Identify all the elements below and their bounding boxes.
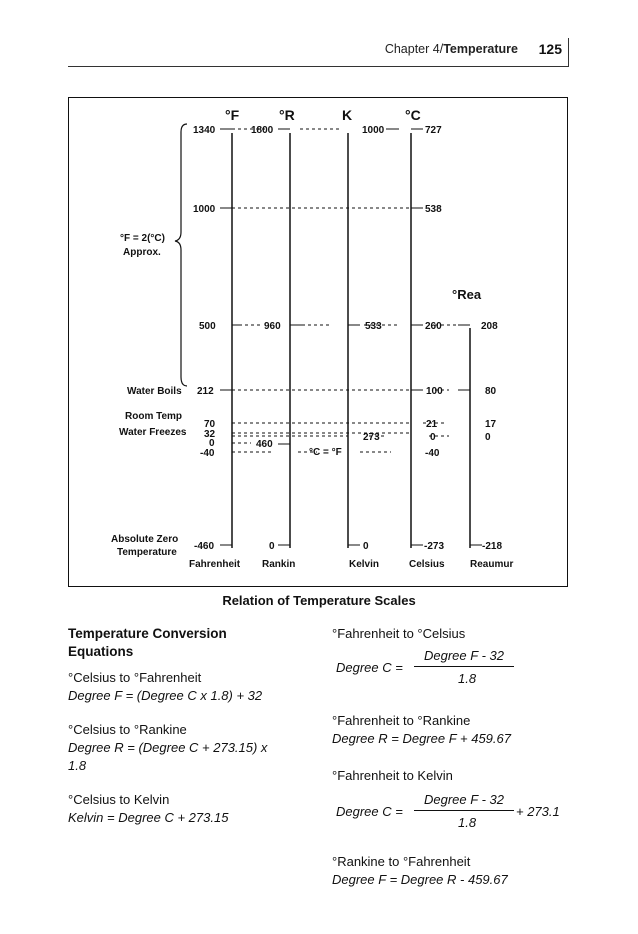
value-re-208: 208 xyxy=(481,321,498,332)
c-to-k-title: °Celsius to Kelvin xyxy=(68,792,170,807)
absolute-zero-label: Absolute Zero xyxy=(111,534,179,545)
room-temp-label: Room Temp xyxy=(125,411,183,422)
bracket-note-2: Approx. xyxy=(123,247,161,258)
figure-caption: Relation of Temperature Scales xyxy=(222,593,416,608)
celsius-title: °C xyxy=(405,107,421,123)
header-rule xyxy=(68,66,569,67)
f-to-k-numerator: Degree F - 32 xyxy=(424,792,504,807)
c-to-f-title: °Celsius to °Fahrenheit xyxy=(68,670,202,685)
kelvin-title: K xyxy=(342,107,353,123)
page-number: 125 xyxy=(538,41,562,57)
value-f-212: 212 xyxy=(197,386,214,397)
chapter-title: Temperature xyxy=(443,42,518,56)
chapter-label xyxy=(385,42,518,56)
value-f-70: 70 xyxy=(204,419,216,430)
water-boils-label: Water Boils xyxy=(127,386,182,397)
c-to-r-equation: Degree R = (Degree C + 273.15) x xyxy=(68,740,268,755)
value-r-460: 460 xyxy=(256,439,273,450)
value-f-1000: 1000 xyxy=(193,204,216,215)
value-r-1800: 1800 xyxy=(251,125,274,136)
c-to-r-equation-2: 1.8 xyxy=(68,758,87,773)
f-to-r-equation: Degree R = Degree F + 459.67 xyxy=(332,731,511,746)
temperature-scales-figure xyxy=(68,97,568,587)
value-re-80: 80 xyxy=(485,386,497,397)
reference-lines xyxy=(232,129,458,452)
value-c-100: 100 xyxy=(426,386,443,397)
f-to-c-title: °Fahrenheit to °Celsius xyxy=(332,626,466,641)
value-c-0: 0 xyxy=(430,432,436,443)
f-to-k-plus-term: + 273.1 xyxy=(516,804,560,819)
header-vertical-rule xyxy=(568,38,569,67)
fahrenheit-title: °F xyxy=(225,107,240,123)
f-to-c-fraction xyxy=(336,647,562,687)
scale-name-kelvin: Kelvin xyxy=(349,559,380,570)
value-f-500: 500 xyxy=(199,321,216,332)
f-to-k-fraction-bar xyxy=(414,810,514,811)
f-to-c-fraction-bar xyxy=(414,666,514,667)
r-to-f-title: °Rankine to °Fahrenheit xyxy=(332,854,471,869)
value-r-960: 960 xyxy=(264,321,281,332)
value-k-533: 533 xyxy=(365,321,382,332)
value-c-260: 260 xyxy=(425,321,442,332)
value-f-1340: 1340 xyxy=(193,125,216,136)
scale-name-rankin: Rankin xyxy=(262,559,296,570)
value-f-minus-40: -40 xyxy=(200,448,215,459)
scale-name-fahrenheit: Fahrenheit xyxy=(189,559,241,570)
water-freezes-label: Water Freezes xyxy=(119,427,187,438)
f-to-k-fraction xyxy=(336,791,562,831)
value-c-minus-40: -40 xyxy=(425,448,440,459)
value-f-minus-460: -460 xyxy=(194,541,215,552)
c-to-r-title: °Celsius to °Rankine xyxy=(68,722,187,737)
tick-marks xyxy=(220,129,482,545)
value-c-minus-273: -273 xyxy=(424,541,445,552)
value-k-1000: 1000 xyxy=(362,125,385,136)
rankine-title: °R xyxy=(279,107,295,123)
value-k-273: 273 xyxy=(363,432,380,443)
f-to-r-title: °Fahrenheit to °Rankine xyxy=(332,713,471,728)
f-to-c-numerator: Degree F - 32 xyxy=(424,648,504,663)
f-to-k-title: °Fahrenheit to Kelvin xyxy=(332,768,453,783)
value-r-0: 0 xyxy=(269,541,275,552)
value-c-727: 727 xyxy=(425,125,442,136)
celsius-equals-fahrenheit-note: °C = °F xyxy=(309,447,342,458)
value-f-0: 0 xyxy=(209,438,215,449)
scale-name-reaumur: Reaumur xyxy=(470,559,514,570)
bracket-note-1: °F = 2(°C) xyxy=(120,233,165,244)
chapter-prefix: Chapter 4/ xyxy=(384,42,444,56)
value-re-0: 0 xyxy=(485,432,491,443)
scale-names xyxy=(189,559,513,570)
scale-name-celsius: Celsius xyxy=(409,559,445,570)
f-to-k-denominator: 1.8 xyxy=(458,815,477,830)
approximation-bracket xyxy=(175,124,187,386)
c-to-f-equation: Degree F = (Degree C x 1.8) + 32 xyxy=(68,688,263,703)
value-re-minus-218: -218 xyxy=(482,541,503,552)
temperature-scales-diagram xyxy=(69,98,569,588)
f-to-k-lhs: Degree C = xyxy=(336,804,403,819)
equations-heading-1: Temperature Conversion xyxy=(68,626,227,641)
value-c-21: 21 xyxy=(426,419,438,430)
value-c-538: 538 xyxy=(425,204,442,215)
page-header xyxy=(0,38,638,78)
f-to-c-denominator: 1.8 xyxy=(458,671,477,686)
scale-axes xyxy=(232,133,470,548)
c-to-k-equation: Kelvin = Degree C + 273.15 xyxy=(68,810,229,825)
equations-heading-2: Equations xyxy=(68,644,134,659)
value-k-0: 0 xyxy=(363,541,369,552)
value-f-32: 32 xyxy=(204,429,216,440)
absolute-zero-label-2: Temperature xyxy=(117,547,177,558)
f-to-c-lhs: Degree C = xyxy=(336,660,403,675)
reaumur-title: °Rea xyxy=(452,287,482,302)
r-to-f-equation: Degree F = Degree R - 459.67 xyxy=(332,872,508,887)
value-re-17: 17 xyxy=(485,419,497,430)
